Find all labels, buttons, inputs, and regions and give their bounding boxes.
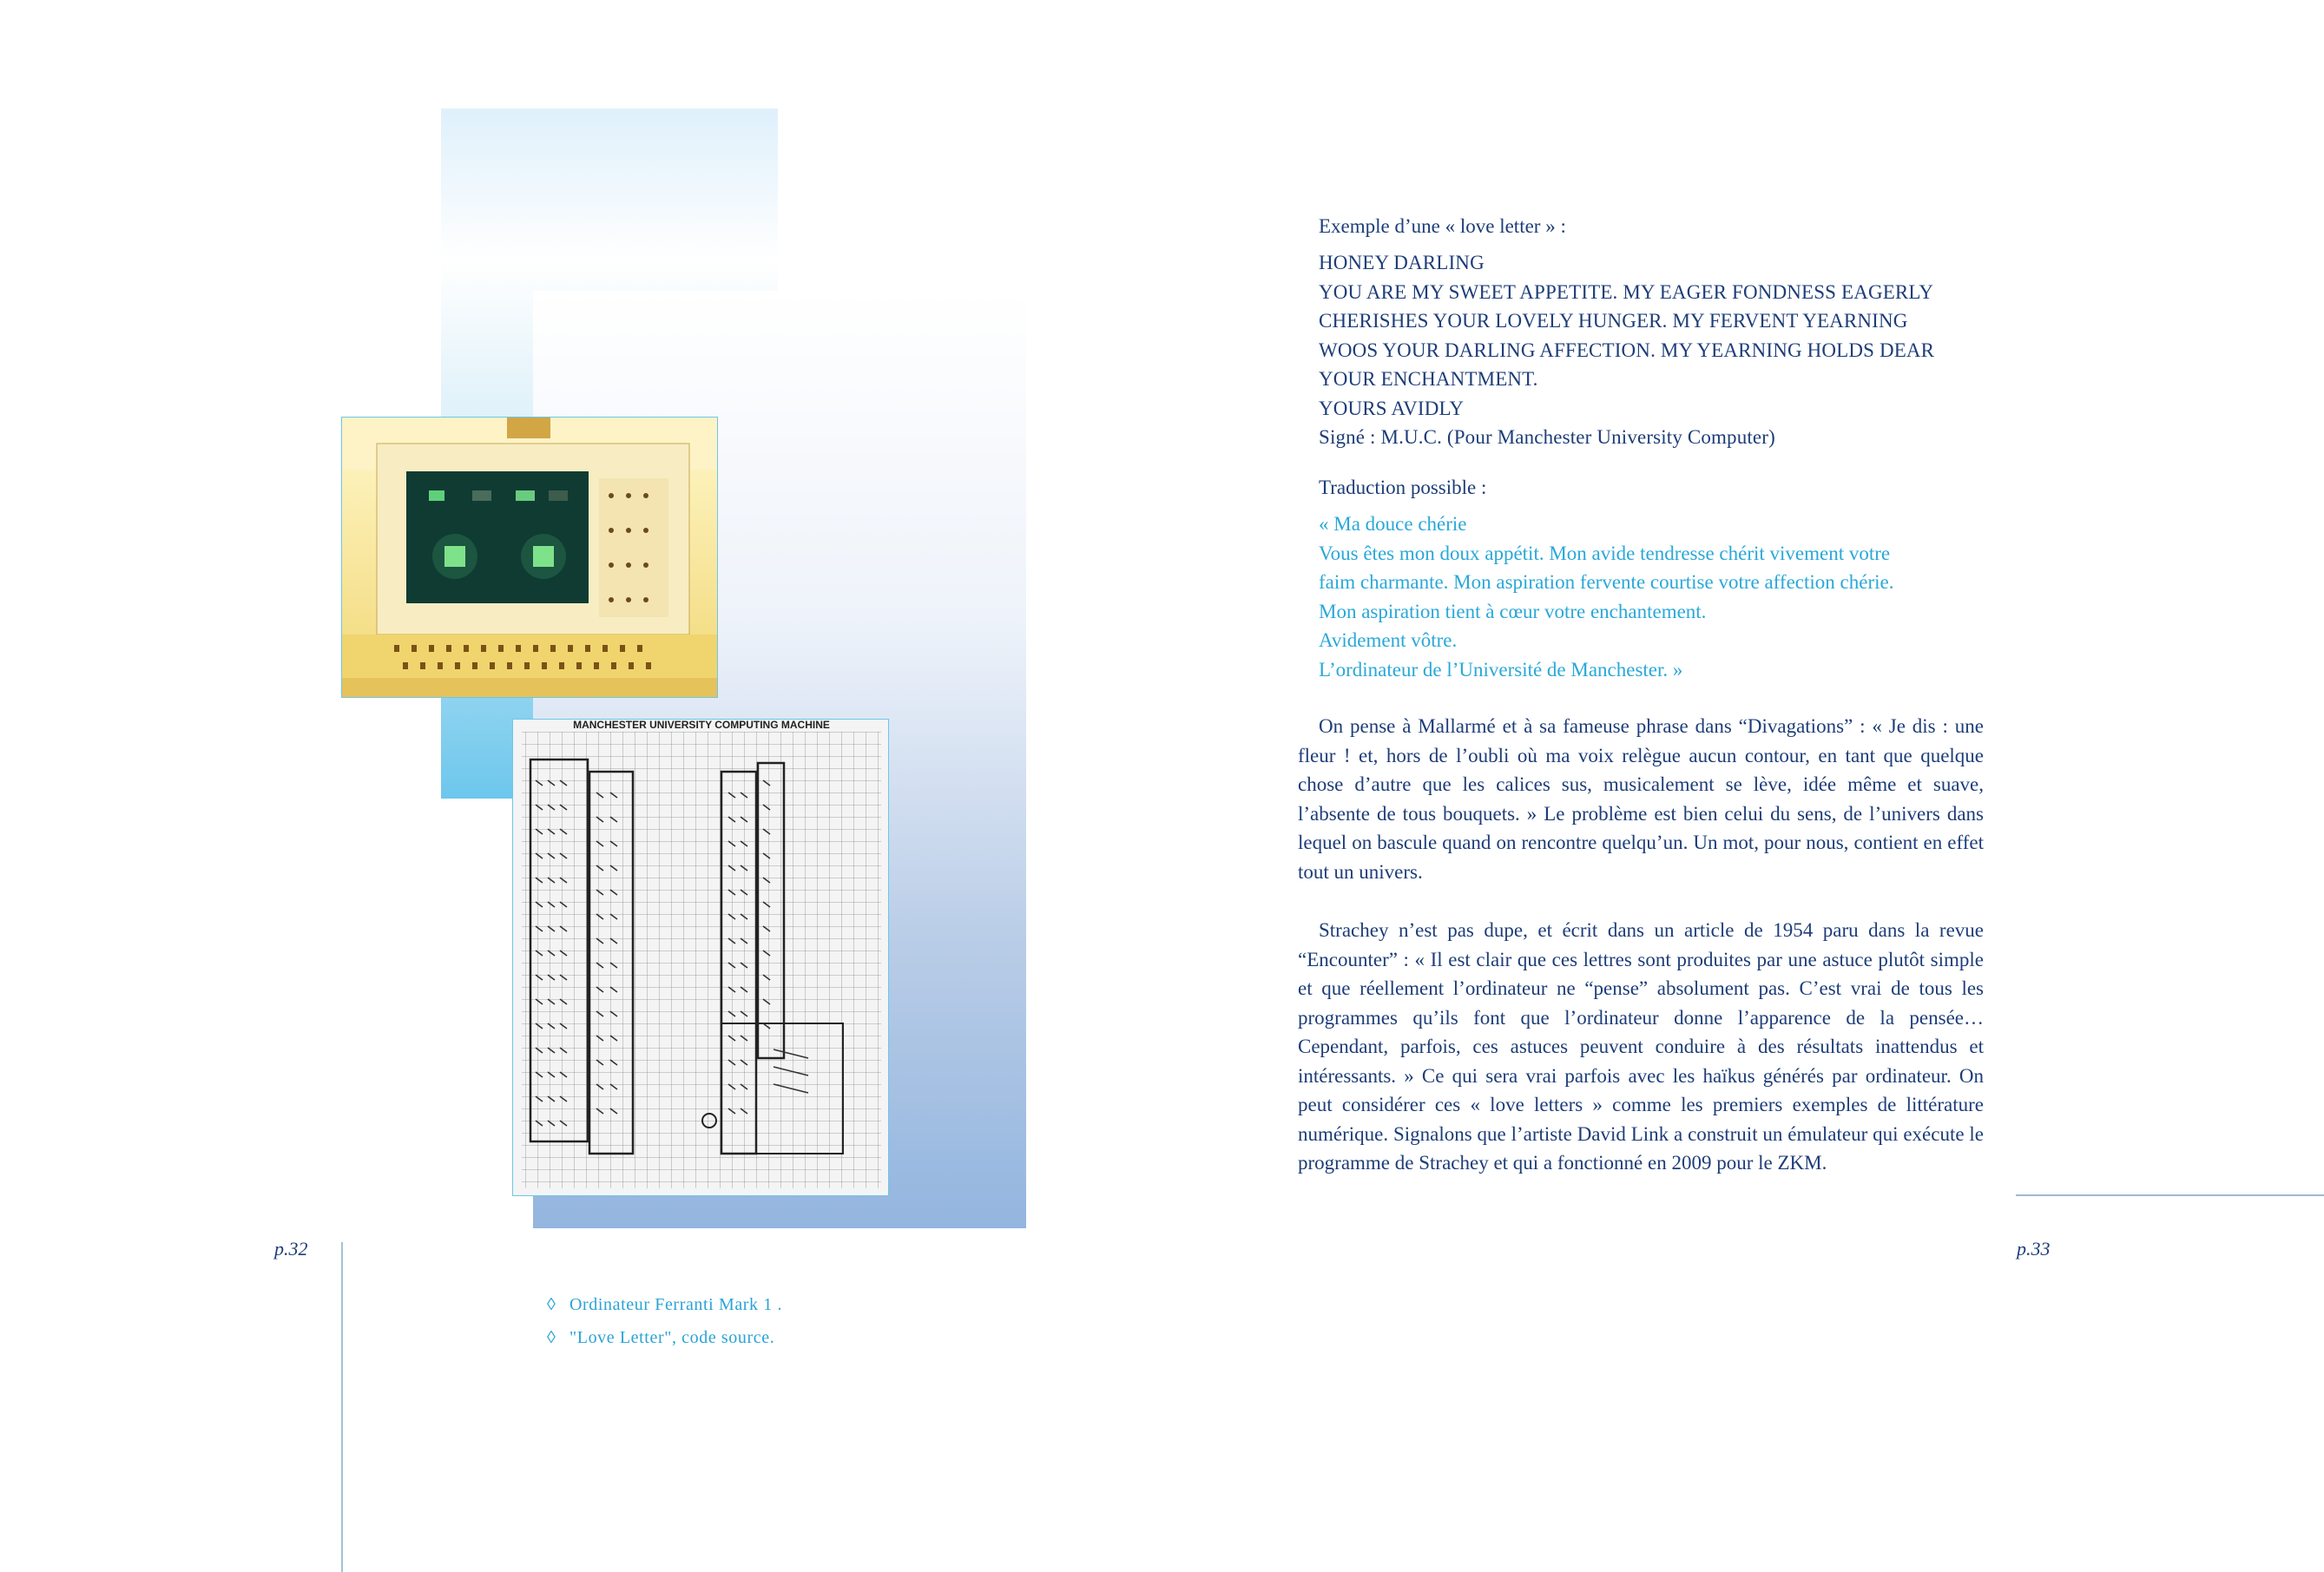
love-letter-line: HONEY DARLING [1319,252,1485,273]
translation-intro: Traduction possible : [1319,477,1487,498]
translation-line: faim charmante. Mon aspiration fervente courtise votre affection chérie. [1319,571,1894,593]
translation-line: Avidement vôtre. [1319,629,1458,651]
page-number-right: p.33 [2017,1238,2051,1260]
body-paragraph-strachey [1298,916,1984,1178]
love-letter-line: CHERISHES YOUR LOVELY HUNGER. MY FERVENT YEARNING [1319,310,1908,332]
love-letter-line: YOU ARE MY SWEET APPETITE. MY EAGER FONDNESS EAGERLY [1319,280,1934,303]
diamond-bullet-icon: ◊ [547,1295,556,1314]
figure-captions [547,1288,782,1354]
love-letter-intro: Exemple d’une « love letter » : [1319,215,1566,237]
page-number-left: p.32 [274,1238,308,1260]
caption-code [547,1321,782,1354]
caption-text: Ordinateur Ferranti Mark 1 . [569,1295,783,1314]
translation-line: Vous êtes mon doux appétit. Mon avide tendresse chérit vivement votre [1319,542,1891,564]
diamond-bullet-icon: ◊ [547,1328,556,1347]
paragraph-text: On pense à Mallarmé et à sa fameuse phrase dans “Divagations” : « Je dis : une fleur ! et, hors de l’oubli où ma voix relègue aucun contour, en tant que quelque chose d’autre que les calices sus, musicalement se lève, idée même et suave, l’absente de tous bouquets. » Le problème est bien celui du sens, de l’univers dans lequel on bascule quand on rencontre quelqu’un. Un mot, pour nous, contient en effet tout un univers. [1298,715,1984,883]
vertical-rule [341,1242,343,1572]
code-sheet-header: MANCHESTER UNIVERSITY COMPUTING MACHINE [573,720,830,731]
translation-line: « Ma douce chérie [1319,513,1467,535]
caption-photo [547,1288,782,1321]
translation-line: L’ordinateur de l’Université de Manchester. » [1319,658,1683,681]
love-letter-source-code-sheet [512,719,889,1196]
love-letter-line: WOOS YOUR DARLING AFFECTION. MY YEARNING HOLDS DEAR [1319,339,1935,361]
horizontal-rule [2016,1194,2324,1196]
paragraph-text: Strachey n’est pas dupe, et écrit dans un article de 1954 paru dans la revue “Encounter” : « Il est clair que ces lettres sont produites par une astuce plutôt simple et que réellement l’ordinateur ne “pense” absolument pas. C’est vrai de tous les programmes qu’ils font que l’ordinateur donne l’apparence de la pensée… Cependant, parfois, ces astuces peuvent conduire à des résultats inattendus et intéressants. » Ce qui sera vrai parfois avec les haïkus générés par ordinateur. On peut considérer ces « love letters » comme les premiers exemples de littérature numérique. Signalons que l’artiste David Link a construit un émulateur qui exécute le programme de Strachey et qui a fonctionné en 2009 pour le ZKM. [1298,919,1984,1174]
caption-text: "Love Letter", code source. [569,1328,775,1347]
translation [1319,510,1987,684]
body-paragraph-mallarme [1298,712,1984,886]
translation-line: Mon aspiration tient à cœur votre enchantement. [1319,600,1707,622]
love-letter-line: YOUR ENCHANTMENT. [1319,368,1538,390]
love-letter-line: YOURS AVIDLY [1319,397,1465,419]
ferranti-mark-1-photo [341,417,718,698]
love-letter [1319,248,1987,452]
love-letter-signature: Signé : M.U.C. (Pour Manchester University Computer) [1319,426,1775,448]
